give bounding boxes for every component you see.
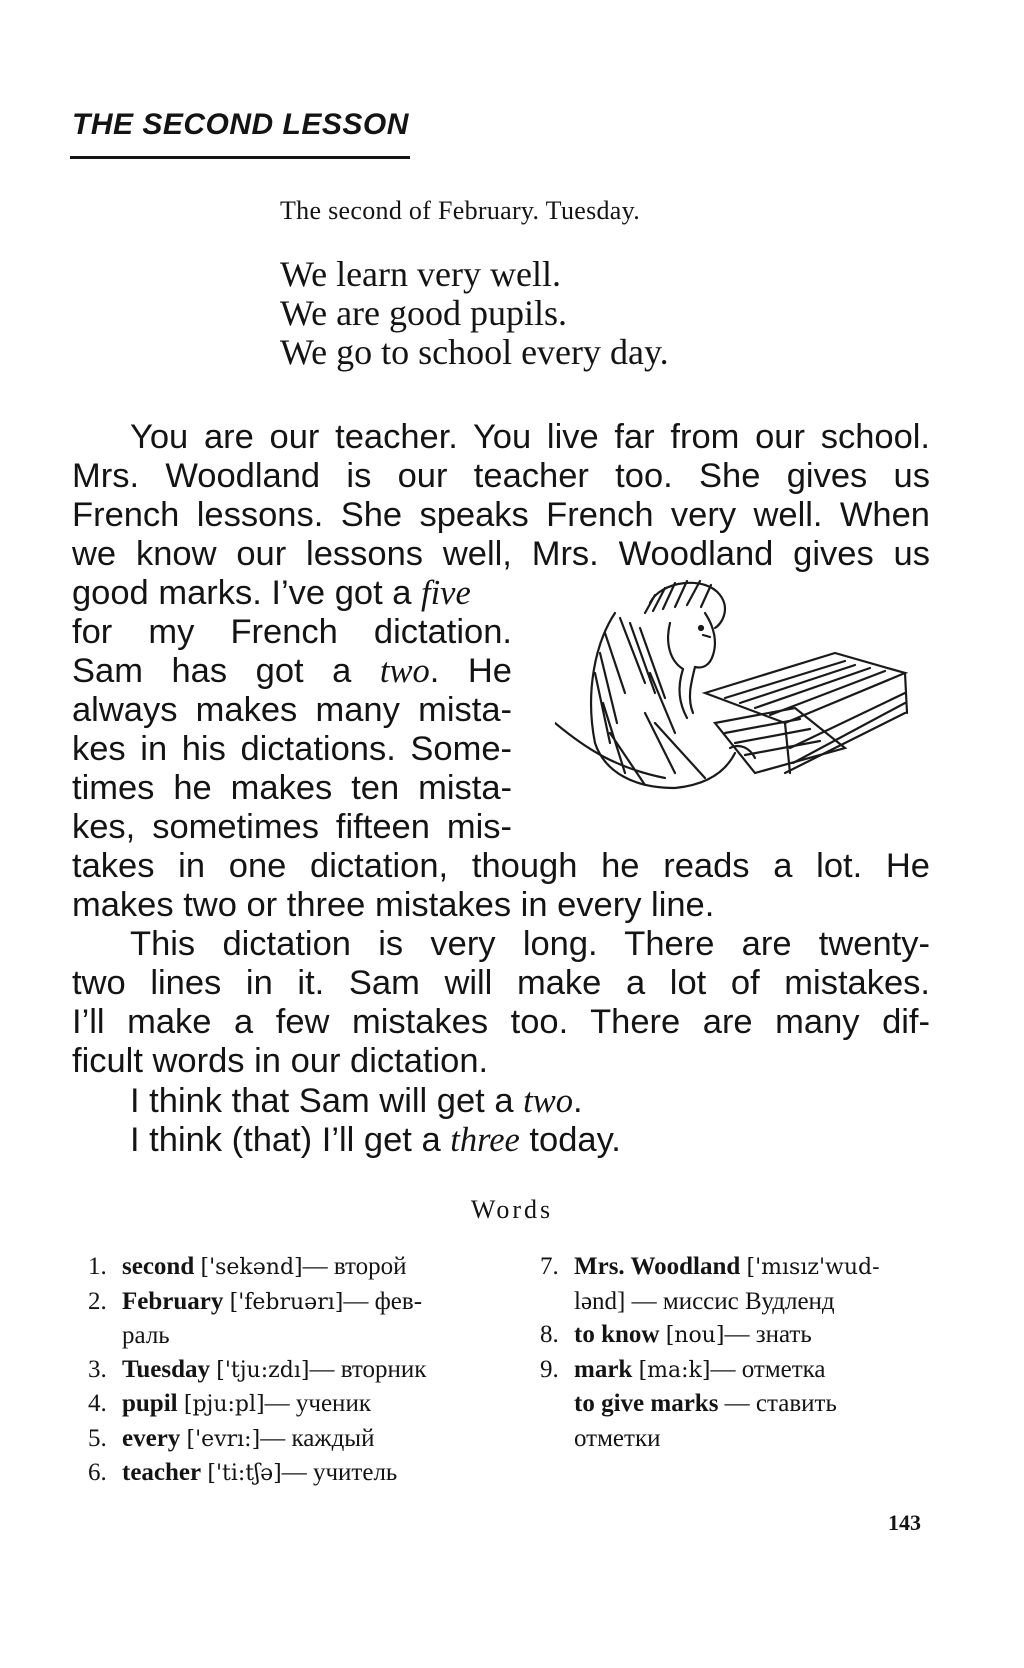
vocab-number: 5.: [88, 1424, 107, 1452]
verse-line-2: We are good pupils.: [280, 293, 568, 333]
text-line: [72, 652, 512, 691]
italic-grade: five: [421, 574, 471, 612]
boy-at-desk-illustration: [555, 573, 925, 798]
italic-grade: three: [450, 1121, 520, 1159]
vocab-transcription: [pju:pl]: [183, 1392, 265, 1417]
verse-line-3: We go to school every day.: [280, 332, 669, 372]
text-line: kes, sometimes fifteen mis-: [72, 808, 512, 846]
text-line: [130, 1121, 621, 1160]
text-line: times he makes ten mista-: [72, 769, 512, 807]
text-line: makes two or three mistakes in every line.: [72, 886, 715, 924]
vocab-entry: [88, 1387, 488, 1422]
text-fragment: . He: [429, 652, 512, 690]
vocab-translation: — каждый: [260, 1424, 375, 1452]
lesson-heading: THE SECOND LESSON: [72, 108, 409, 141]
text-line: two lines in it. Sam will make a lot of mistakes.: [72, 964, 930, 1002]
vocab-translation: — фев-: [343, 1287, 423, 1315]
vocab-transcription: [nou]: [665, 1323, 725, 1348]
vocab-translation: — вторник: [309, 1355, 427, 1383]
vocab-term: pupil: [122, 1390, 178, 1417]
vocab-term: mark: [574, 1355, 633, 1383]
verse-block: [280, 255, 669, 372]
text-line: we know our lessons well, Mrs. Woodland gives us: [72, 535, 930, 573]
text-fragment: Sam has got a: [72, 652, 380, 690]
vocab-translation: — учитель: [281, 1459, 398, 1486]
vocab-entry: [540, 1318, 940, 1353]
vocab-term: February: [122, 1287, 224, 1315]
vocab-transcription: ['tju:zdı]: [216, 1357, 310, 1383]
heading-underline: [70, 156, 410, 159]
vocab-term: to give marks: [574, 1390, 719, 1417]
vocab-number: 3.: [88, 1355, 107, 1383]
text-line: ficult words in our dictation.: [72, 1042, 489, 1080]
italic-grade: two: [523, 1082, 573, 1120]
vocab-translation: — знать: [724, 1321, 812, 1348]
text-fragment: today.: [519, 1121, 621, 1159]
vocabulary-column-left: [88, 1250, 488, 1491]
text-fragment: good marks. I’ve got a: [72, 574, 422, 612]
vocab-continuation: lənd] — миссис Вудленд: [574, 1287, 835, 1315]
vocab-term: Mrs. Woodland: [574, 1253, 741, 1280]
vocab-entry: [88, 1353, 488, 1388]
vocab-continuation: отметки: [574, 1424, 661, 1452]
vocab-number: 8.: [540, 1321, 559, 1348]
text-line: kes in his dictations. Some-: [72, 730, 512, 768]
text-line: takes in one dictation, though he reads a lot. He: [72, 847, 930, 885]
vocab-entry: [88, 1250, 488, 1285]
vocab-transcription: ['sekənd]: [200, 1255, 303, 1280]
vocab-number: 1.: [88, 1253, 107, 1280]
vocab-translation: — второй: [302, 1253, 407, 1280]
vocab-term: Tuesday: [122, 1355, 211, 1383]
text-line: You are our teacher. You live far from our school.: [130, 418, 930, 456]
vocab-number: 6.: [88, 1459, 107, 1486]
vocab-entry: [88, 1285, 488, 1320]
vocab-term: second: [122, 1253, 195, 1280]
vocab-entry: [540, 1387, 940, 1422]
page-number: 143: [888, 1510, 921, 1535]
vocab-number: 9.: [540, 1355, 559, 1383]
vocab-transcription: ['evrı:]: [186, 1426, 261, 1452]
closing-lines: [130, 1082, 621, 1160]
vocab-entry: [88, 1456, 488, 1491]
text-line: I’ll make a few mistakes too. There are many dif-: [72, 1003, 930, 1041]
vocab-entry: [540, 1353, 940, 1388]
text-fragment: I think (that) I’ll get a: [130, 1121, 451, 1159]
verse-line-1: We learn very well.: [280, 254, 561, 294]
vocab-translation: — ставить: [724, 1390, 837, 1417]
vocab-entry: [540, 1250, 940, 1285]
text-line: Mrs. Woodland is our teacher too. She gives us: [72, 457, 930, 495]
vocab-term: every: [122, 1424, 181, 1452]
text-line: [130, 1082, 621, 1121]
text-line: always makes many mista-: [72, 691, 512, 729]
text-line: French lessons. She speaks French very well. When: [72, 496, 930, 534]
vocab-continuation: раль: [122, 1322, 170, 1349]
vocab-transcription: ['mısız'wud-: [746, 1255, 880, 1280]
vocab-transcription: ['ti:tʃə]: [207, 1461, 282, 1486]
text-fragment: I think that Sam will get a: [130, 1082, 524, 1120]
text-line: for my French dictation.: [72, 613, 512, 651]
vocab-transcription: [ma:k]: [638, 1357, 711, 1383]
vocab-entry: [88, 1422, 488, 1457]
italic-grade: two: [379, 652, 430, 690]
words-section-title: Words: [470, 1195, 554, 1224]
vocab-term: teacher: [122, 1459, 202, 1486]
text-line: [72, 574, 512, 613]
date-line: The second of February. Tuesday.: [280, 196, 641, 225]
vocab-number: 7.: [540, 1253, 559, 1280]
paragraph-2: [72, 925, 930, 1081]
vocab-translation: — ученик: [264, 1390, 371, 1417]
vocab-translation: — отметка: [710, 1355, 826, 1383]
vocab-term: to know: [574, 1321, 660, 1348]
text-line: This dictation is very long. There are twenty-: [130, 925, 930, 963]
vocabulary-column-right: [540, 1250, 940, 1455]
vocab-transcription: ['februərı]: [229, 1289, 344, 1315]
text-fragment: .: [572, 1082, 583, 1120]
vocab-number: 4.: [88, 1390, 107, 1417]
vocab-number: 2.: [88, 1287, 107, 1315]
